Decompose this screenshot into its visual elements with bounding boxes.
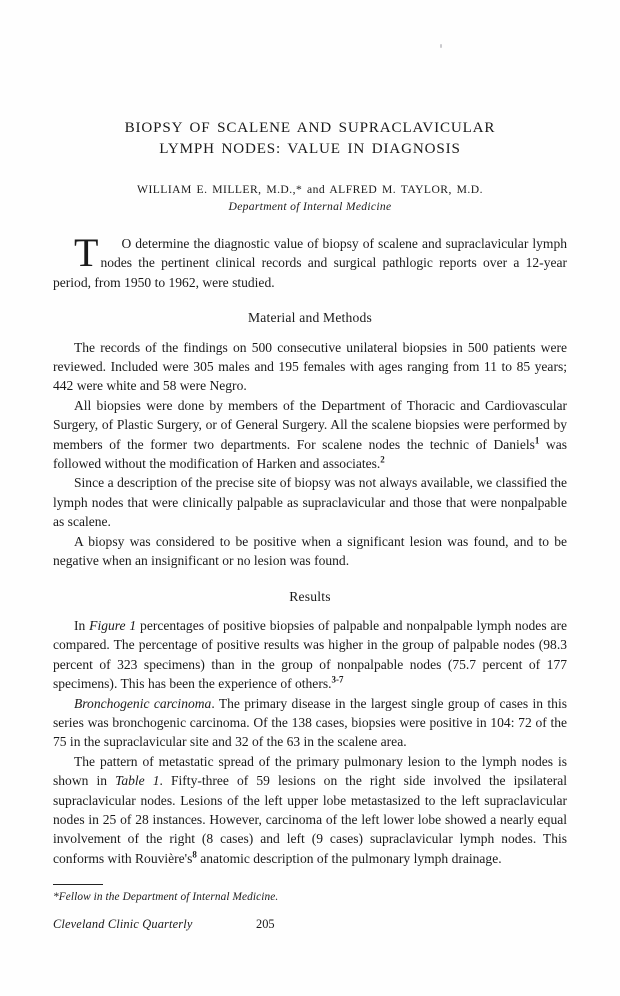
paragraph-bronchogenic-text: . The primary disease in the largest single group of cases in this series was bronchogenic carcinoma. Of the 138 cases, biopsies were positive in 104: 72 of the 75 in the supraclavicular site and 32 of the 63 in the scalene area. (53, 695, 567, 750)
figure-reference: Figure 1 (89, 617, 137, 633)
paragraph-metastatic-part-a: The pattern of metastatic spread of the primary pulmonary lesion to the lymph nodes is shown in (53, 753, 567, 789)
paragraph-records: The records of the findings on 500 consecutive unilateral biopsies in 500 patients were reviewed. Included were 305 males and 195 females with ages ranging from 11 to 85 years; 442 were white and 58 were Negro. (53, 339, 567, 394)
author-byline: WILLIAM E. MILLER, M.D.,* and ALFRED M. TAYLOR, M.D. (137, 183, 483, 196)
page-content (53, 0, 567, 868)
reference-marker-1: 1 (534, 435, 540, 446)
paragraph-figure-comparison (53, 616, 567, 694)
page-footer (53, 917, 567, 932)
subsection-label-bronchogenic: Bronchogenic carcinoma (74, 695, 212, 711)
footnote-text: *Fellow in the Department of Internal Medicine. (53, 891, 279, 903)
paragraph-biopsies-part-a: All biopsies were done by members of the Department of Thoracic and Cardiovascular Surgery, of Plastic Surgery, or of General Surgery. All the scalene biopsies were performed by members of the former two departments. For scalene nodes the technic of Daniels (53, 397, 567, 452)
paragraph-figure-part-b: percentages of positive biopsies of palpable and nonpalpable lymph nodes are compared. The percentage of positive results was higher in the group of palpable nodes (98.3 percent of 323 specimens) than in the group of nonpalpable nodes (75.7 percent of 177 specimens). This has been the experience of others. (53, 617, 567, 692)
paragraph-biopsies (53, 396, 567, 474)
paragraph-figure-part-a: In (74, 617, 90, 633)
paragraph-biopsies-part-b: was followed without the modification of Harken and associates. (53, 436, 567, 472)
paragraph-bronchogenic (53, 694, 567, 752)
paragraph-metastatic-spread (53, 752, 567, 868)
page-title (53, 118, 567, 160)
author-affiliation: Department of Internal Medicine (228, 200, 392, 213)
section-heading-results: Results (289, 588, 331, 604)
page-number: 205 (256, 917, 275, 931)
reference-marker-8: 8 (192, 849, 197, 860)
paragraph-metastatic-part-b: . Fifty-three of 59 lesions on the right side involved the ipsilateral supraclavicular nodes. Lesions of the left upper lobe metastasized to the left supraclavicular nodes in 25 of 28 instances. However, carcinoma of the left lower lobe showed a nearly equal involvement of the right (8 cases) and left (9 cases) supraclavicular lymph nodes. This conforms with Rouvière's (53, 773, 567, 866)
journal-name: Cleveland Clinic Quarterly (53, 917, 193, 931)
paragraph-classification: Since a description of the precise site of biopsy was not always available, we classified the lymph nodes that were clinically palpable as supraclavicular and those that were nonpalpable as scalene. (53, 475, 567, 530)
footnote-area (53, 884, 567, 905)
drop-cap: T (74, 230, 99, 275)
paragraph-positive-definition: A biopsy was considered to be positive when a significant lesion was found, and to be negative when an insignificant or no lesion was found. (53, 533, 567, 569)
table-reference: Table 1 (115, 773, 160, 789)
article-body (53, 230, 567, 868)
lead-paragraph (53, 230, 567, 292)
title-line-2: LYMPH NODES: VALUE IN DIAGNOSIS (159, 141, 461, 157)
footnote-rule (53, 884, 103, 885)
paragraph-metastatic-part-c: anatomic description of the pulmonary lymph drainage. (196, 850, 502, 866)
reference-marker-2: 2 (380, 454, 385, 465)
section-heading-material-methods: Material and Methods (247, 310, 373, 326)
lead-text: O determine the diagnostic value of biopsy of scalene and supraclavicular lymph nodes the pertinent clinical records and surgical pathlogic reports over a 12-year period, from 1950 to 1962, were studied. (53, 236, 567, 290)
title-line-1: BIOPSY OF SCALENE AND SUPRACLAVICULAR (124, 120, 496, 136)
reference-marker-3-7: 3-7 (331, 674, 344, 685)
